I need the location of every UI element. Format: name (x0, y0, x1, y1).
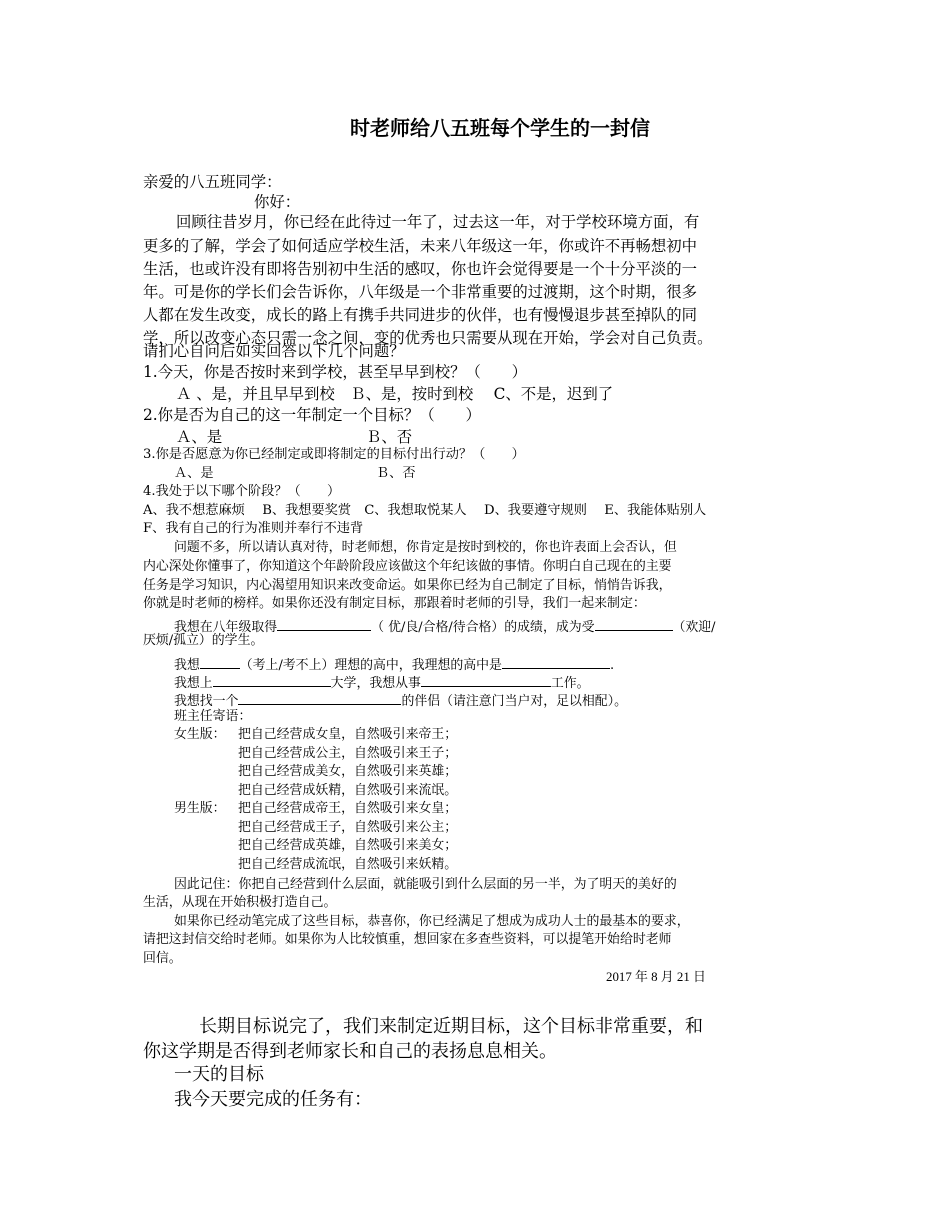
intro-line: 请扪心自问后如实回答以下几个问题？ (143, 342, 405, 360)
salutation: 亲爱的八五班同学： (143, 173, 282, 191)
highschool-blank[interactable] (502, 656, 610, 669)
daily-goal-heading: 一天的目标 (174, 1064, 264, 1085)
question-3: 3.你是否愿意为你已经制定或即将制定的目标付出行动？（ ） (143, 447, 525, 462)
goal-grade-line: 我想在八年级取得 （ 优/良/合格/待合格）的成绩，成为受 （欢迎/ (174, 620, 716, 635)
advice-line: 把自己经营成王子，自然吸引来公主； (238, 820, 458, 835)
question-4-options: A、我不想惹麻烦 B、我想要奖赏 C、我想取悦某人 D、我要遵守规则 E、我能体贴别人 (143, 503, 707, 518)
advice-line: 把自己经营成女皇，自然吸引来帝王； (238, 727, 458, 742)
closing-line: 请把这封信交给时老师。如果你为人比较慎重，想回家在多查些资料，可以提笔开始给时老师 (143, 932, 672, 947)
reception-blank[interactable] (595, 618, 673, 631)
intro-line: 年。可是你的学长们会告诉你，八年级是一个非常重要的过渡期，这个时期，很多 (143, 283, 698, 301)
intro-line: 人都在发生改变，成长的路上有携手共同进步的伙伴，也有慢慢退步甚至掉队的同 (143, 306, 698, 324)
section2-line: 长期目标说完了，我们来制定近期目标，这个目标非常重要，和 (199, 1016, 703, 1037)
body-line: 你就是时老师的榜样。如果你还没有制定目标，那跟着时老师的引导，我们一起来制定： (143, 596, 646, 611)
closing-line: 因此记住：你把自己经营到什么层面，就能吸引到什么层面的另一半，为了明天的美好的 (174, 877, 677, 892)
goal-grade-line-cont: 厌烦/孤立）的学生。 (143, 633, 264, 648)
body-line: 任务是学习知识，内心渴望用知识来改变命运。如果你已经为自己制定了目标，悄悄告诉我， (143, 578, 672, 593)
letter-title: 时老师给八五班每个学生的一封信 (350, 116, 650, 140)
closing-line: 生活，从现在开始积极打造自己。 (143, 895, 337, 910)
question-2: 2.你是否为自己的这一年制定一个目标？（ ） (143, 406, 481, 424)
partner-blank[interactable] (238, 692, 401, 705)
closing-line: 回信。 (143, 951, 182, 966)
goal-college-line: 我想上 大学，我想从事 工作。 (174, 676, 590, 691)
question-1-options: Ａ 、是，并且早早到校 Ｂ、是，按时到校 C、不是，迟到了 (176, 385, 614, 403)
section2-line: 你这学期是否得到老师家长和自己的表扬息息相关。 (143, 1041, 557, 1062)
advice-line: 把自己经营成英雄，自然吸引来美女； (238, 838, 458, 853)
question-2-option-a: Ａ、是 (176, 428, 223, 446)
question-1: 1.今天，你是否按时来到学校，甚至早早到校？（ ） (143, 363, 528, 381)
advice-line: 把自己经营成帝王，自然吸引来女皇； (238, 801, 458, 816)
daily-task-line: 我今天要完成的任务有： (174, 1089, 372, 1110)
boys-label: 男生版： (174, 801, 226, 816)
career-blank[interactable] (421, 674, 551, 687)
intro-line: 回顾往昔岁月，你已经在此待过一年了，过去这一年，对于学校环境方面，有 (176, 213, 700, 231)
question-4-options: F、我有自己的行为准则并奉行不违背 (143, 521, 364, 536)
intro-line: 更多的了解，学会了如何适应学校生活，未来八年级这一年，你或许不再畅想初中 (143, 237, 698, 255)
advice-line: 把自己经营成流氓，自然吸引来妖精。 (238, 857, 458, 872)
body-line: 问题不多，所以请认真对待，时老师想，你肯定是按时到校的，你也许表面上会否认，但 (174, 540, 677, 555)
question-4: 4.我处于以下哪个阶段？（ ） (143, 484, 341, 499)
girls-label: 女生版： (174, 727, 226, 742)
question-3-option-a: Ａ、是 (174, 466, 214, 481)
advice-line: 把自己经营成美女，自然吸引来英雄； (238, 764, 458, 779)
greeting: 你好： (254, 193, 301, 211)
advice-line: 把自己经营成妖精，自然吸引来流氓。 (238, 783, 458, 798)
letter-date: 2017 年 8 月 21 日 (606, 970, 706, 984)
advice-line: 把自己经营成公主，自然吸引来王子； (238, 746, 458, 761)
goal-partner-line: 我想找一个 的伴侣（请注意门当户对，足以相配）。 (174, 694, 628, 709)
question-2-option-b: Ｂ、否 (366, 428, 413, 446)
intro-line: 学，所以改变心态只需一念之间，变的优秀也只需要从现在开始，学会对自己负责。 (143, 329, 713, 347)
intro-line: 生活，也或许没有即将告别初中生活的感叹，你也许会觉得要是一个十分平淡的一 (143, 260, 698, 278)
goal-highschool-line: 我想 （考上/考不上）理想的高中，我理想的高中是 . (174, 658, 615, 673)
closing-line: 如果你已经动笔完成了这些目标，恭喜你，你已经满足了想成为成功人士的最基本的要求， (174, 914, 690, 929)
advice-heading: 班主任寄语： (174, 709, 252, 724)
grade-blank[interactable] (277, 618, 371, 631)
body-line: 内心深处你懂事了，你知道这个年龄阶段应该做这个年纪该做的事情。你明白自己现在的主要 (143, 559, 672, 574)
question-3-option-b: Ｂ、否 (376, 466, 416, 481)
exam-blank[interactable] (200, 656, 240, 669)
college-blank[interactable] (213, 674, 331, 687)
